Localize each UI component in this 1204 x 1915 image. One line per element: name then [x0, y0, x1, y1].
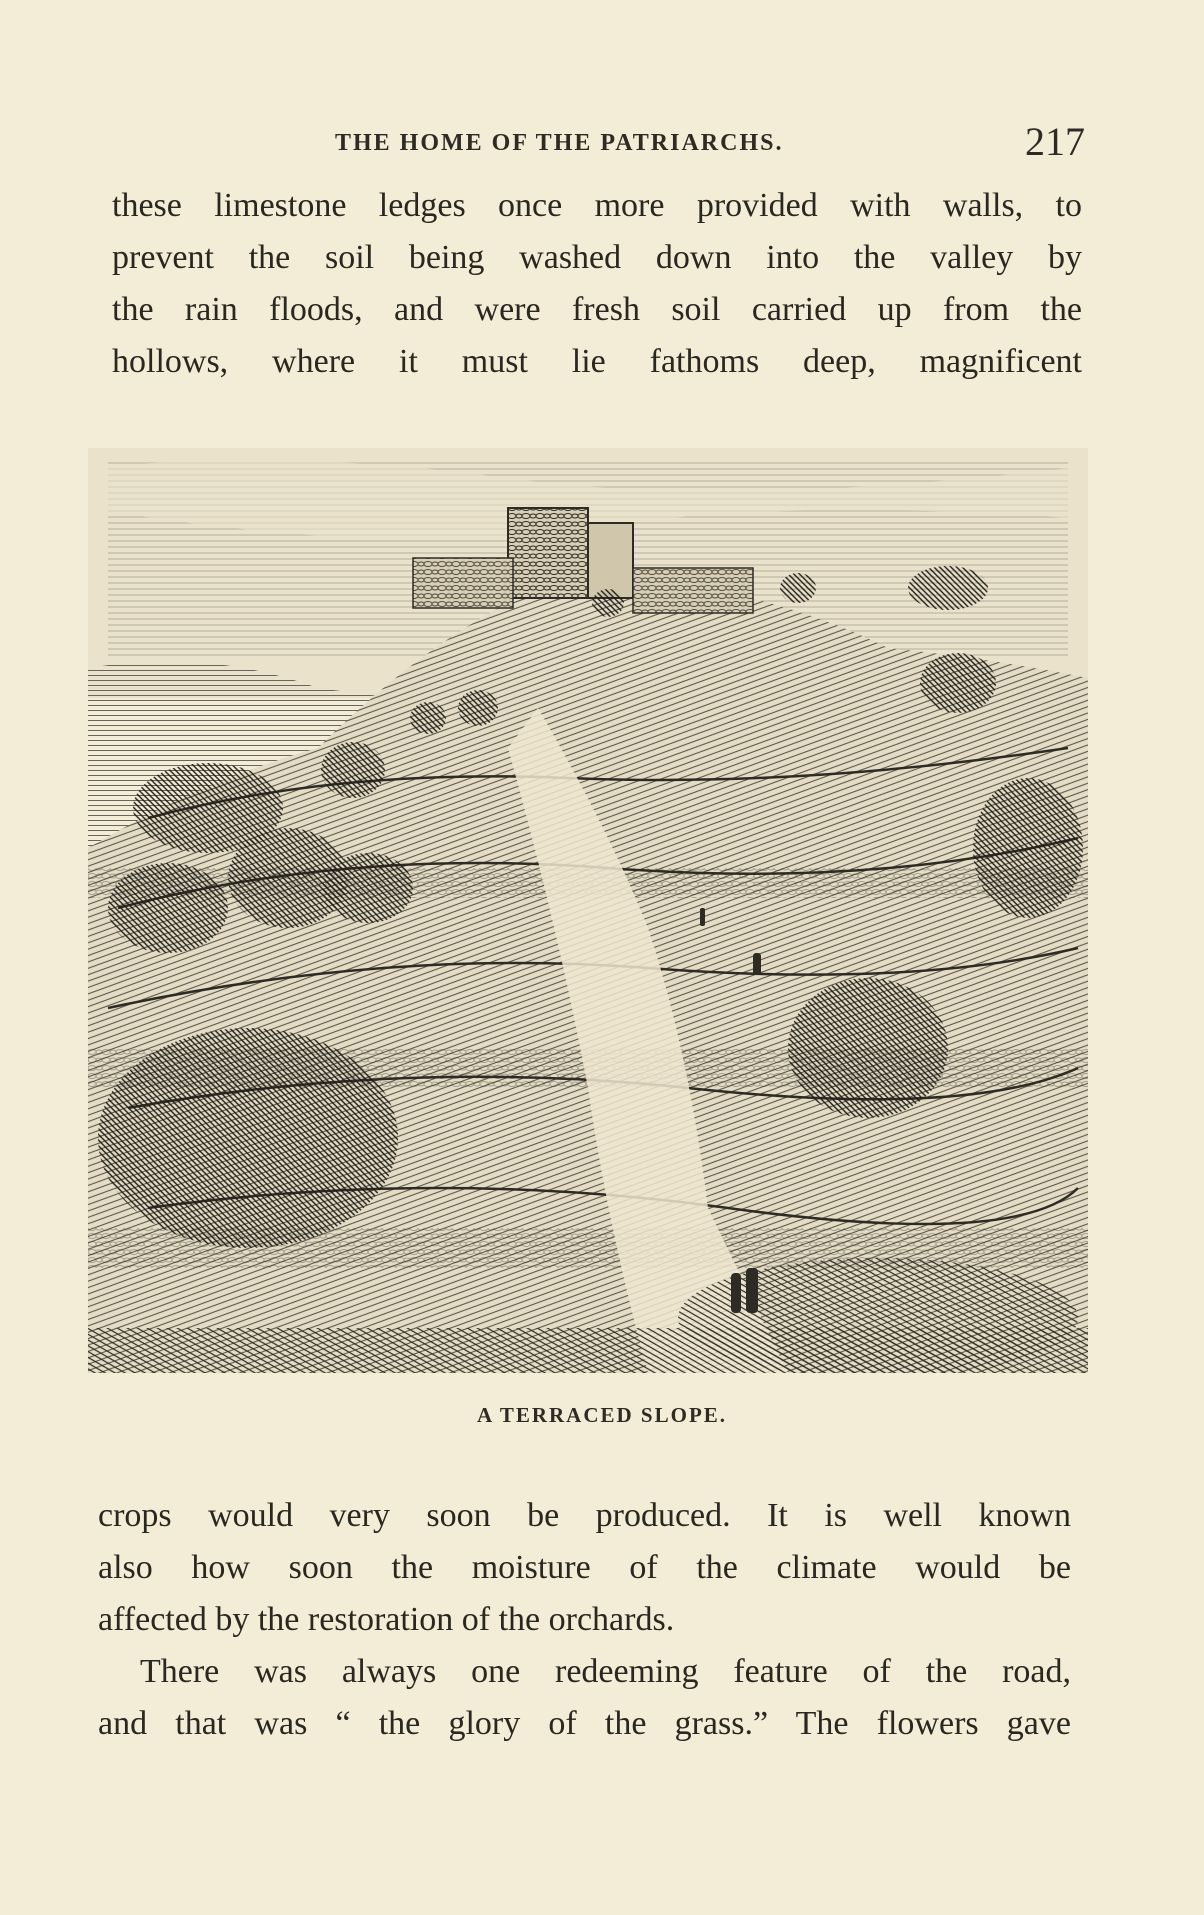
paragraph-continued	[98, 1490, 1071, 1646]
terraced-slope-engraving	[88, 448, 1088, 1373]
running-head: THE HOME OF THE PATRIARCHS.	[335, 130, 784, 156]
figure-caption: A TERRACED SLOPE.	[476, 1403, 728, 1427]
text-line: the rain floods, and were fresh soil carried up from the	[112, 291, 1082, 328]
paragraph-top	[112, 180, 1082, 388]
text-line: affected by the restoration of the orchards.	[98, 1601, 675, 1638]
text-line: prevent the soil being washed down into the valley by	[112, 239, 1082, 276]
page-number: 217	[1025, 119, 1085, 164]
page-header	[110, 118, 1085, 168]
text-line: and that was “ the glory of the grass.” The flowers gave	[98, 1705, 1071, 1742]
text-line: these limestone ledges once more provided with walls, to	[112, 187, 1082, 224]
text-line: There was always one redeeming feature of the road,	[140, 1653, 1071, 1690]
paragraph-new	[98, 1646, 1071, 1750]
text-line: also how soon the moisture of the climate would be	[98, 1549, 1071, 1586]
text-line: hollows, where it must lie fathoms deep, magnificent	[112, 343, 1082, 380]
text-line: crops would very soon be produced. It is well known	[98, 1497, 1071, 1534]
